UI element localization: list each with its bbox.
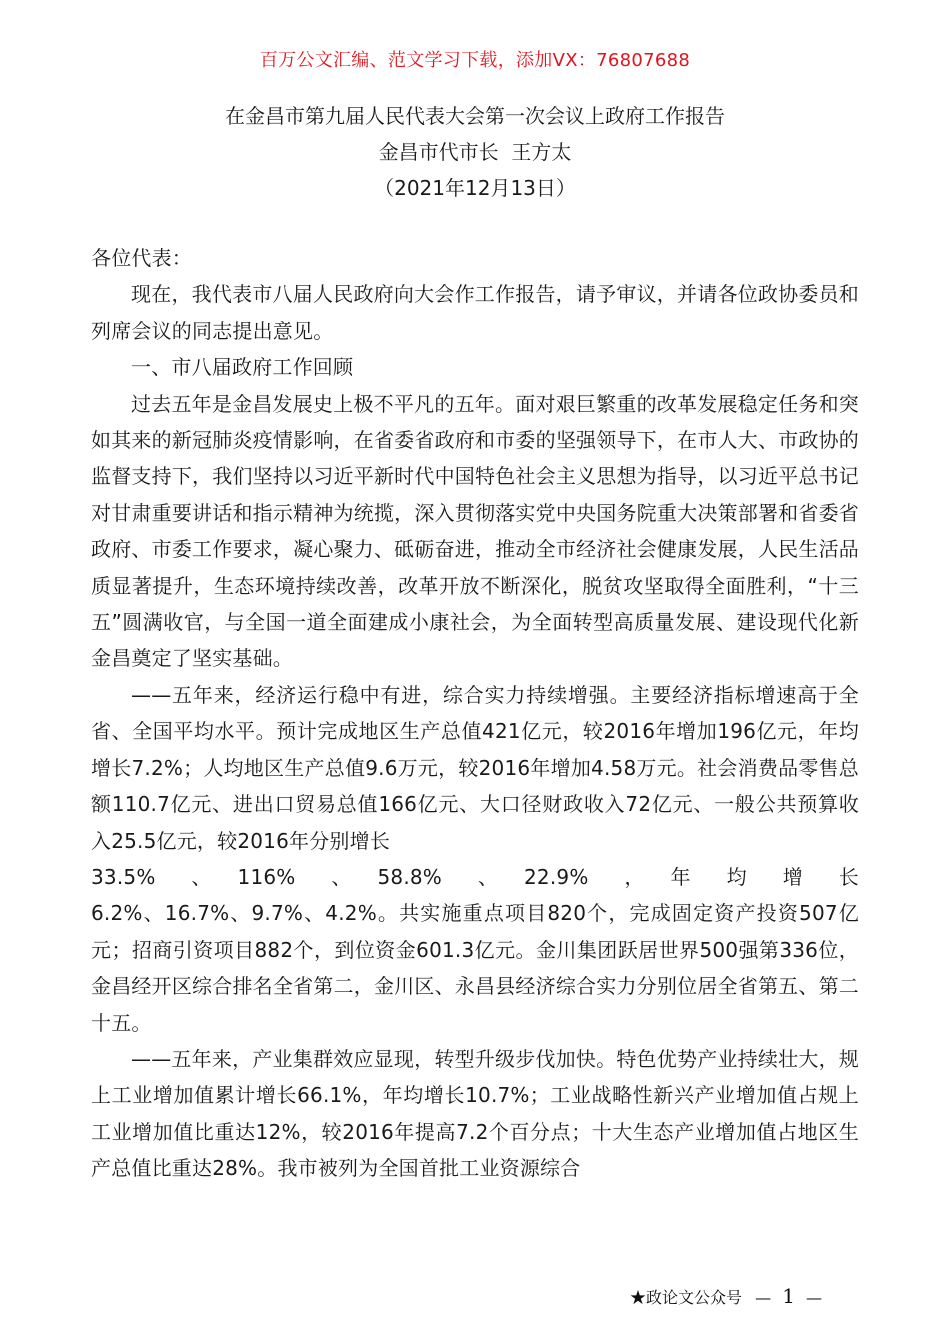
page-number: 1 — [782, 1284, 795, 1308]
paragraph-economy-continued: 6.2%、16.7%、9.7%、4.2%。共实施重点项目820个，完成固定资产投资507亿元；招商引资项目882个，到位资金601.3亿元。金川集团跃居世界500强第336位，金昌经开区综合排名全省第二，金川区、永昌县经济综合实力分别位居全省第五、第二十五。 — [91, 901, 859, 1035]
document-title: 在金昌市第九届人民代表大会第一次会议上政府工作报告 — [225, 104, 725, 128]
paragraph-industry: ——五年来，产业集群效应显现，转型升级步伐加快。特色优势产业持续壮大，规上工业增加值累计增长66.1%，年均增长10.7%；工业战略性新兴产业增加值占规上工业增加值比重达12%，较2016年提高7.2个百分点；十大生态产业增加值占地区生产总值比重达28%。我市被列为全国首批工业资源综合 — [91, 1046, 859, 1181]
salutation: 各位代表： — [91, 246, 192, 270]
download-banner: 百万公文汇编、范文学习下载，添加VX：76807688 — [259, 50, 691, 71]
paragraph-economy-growth-line: 33.5% 、 116% 、 58.8% 、 22.9% ， 年 均 增 长 — [91, 864, 859, 889]
footer-dash-left: — — [755, 1288, 772, 1307]
page-footer — [630, 1284, 822, 1308]
document-date: （2021年12月13日） — [374, 176, 576, 200]
paragraph-review: 过去五年是金昌发展史上极不平凡的五年。面对艰巨繁重的改革发展稳定任务和突如其来的新冠肺炎疫情影响，在省委省政府和市委的坚强领导下，在市人大、市政协的监督支持下，我们坚持以习近平新时代中国特色社会主义思想为指导，以习近平总书记对甘肃重要讲话和指示精神为统揽，深入贯彻落实党中央国务院重大决策部署和省委省政府、市委工作要求，凝心聚力、砥砺奋进，推动全市经济社会健康发展，人民生活品质显著提升，生态环境持续改善，改革开放不断深化，脱贫攻坚取得全面胜利，“十三五”圆满收官，与全国一道全面建成小康社会，为全面转型高质量发展、建设现代化新金昌奠定了坚实基础。 — [91, 391, 859, 671]
document-header — [0, 98, 950, 206]
footer-dash-right: — — [806, 1288, 823, 1307]
document-author: 金昌市代市长 王方太 — [378, 140, 572, 164]
footer-source: ★政论文公众号 — [630, 1288, 743, 1307]
paragraph-intro: 现在，我代表市八届人民政府向大会作工作报告，请予审议，并请各位政协委员和列席会议的同志提出意见。 — [91, 282, 859, 343]
document-body — [91, 240, 859, 1187]
paragraph-economy: ——五年来，经济运行稳中有进，综合实力持续增强。主要经济指标增速高于全省、全国平均水平。预计完成地区生产总值421亿元，较2016年增加196亿元，年均增长7.2%；人均地区生产总值9.6万元，较2016年增加4.58万元。社会消费品零售总额110.7亿元、进出口贸易总值166亿元、大口径财政收入72亿元、一般公共预算收入25.5亿元，较2016年分别增长 — [91, 682, 859, 853]
section-heading: 一、市八届政府工作回顾 — [131, 355, 354, 380]
